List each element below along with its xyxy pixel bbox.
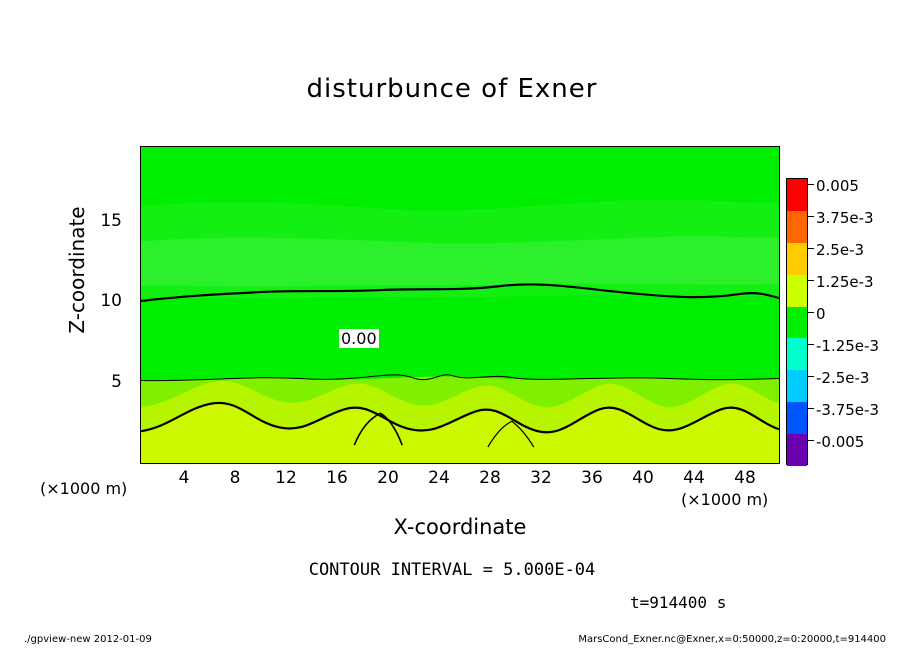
colorbar-tick-1 [808, 216, 814, 217]
x-tick-44: 44 [683, 468, 705, 488]
contour-interval-note: CONTOUR INTERVAL = 5.000E-04 [308, 560, 596, 580]
time-stamp: t=914400 s [630, 593, 727, 612]
colorbar-cell-8 [787, 434, 807, 466]
footer-right-text: MarsCond_Exner.nc@Exner,x=0:50000,z=0:20000,t=914400 [578, 634, 886, 645]
colorbar-label-5: -1.25e-3 [816, 337, 879, 355]
colorbar-tick-4 [808, 312, 814, 313]
contour-label-zero: 0.00 [341, 329, 377, 348]
colorbar-cell-5 [787, 338, 807, 370]
x-tick-12: 12 [275, 468, 297, 488]
colorbar-cell-3 [787, 275, 807, 307]
colorbar-tick-8 [808, 440, 814, 441]
x-tick-24: 24 [428, 468, 450, 488]
colorbar-tick-5 [808, 344, 814, 345]
x-axis-title: X-coordinate [393, 515, 527, 539]
x-tick-28: 28 [479, 468, 501, 488]
colorbar-tick-6 [808, 376, 814, 377]
colorbar-tick-7 [808, 408, 814, 409]
x-axis-units-left: (×1000 m) [40, 479, 128, 498]
x-tick-48: 48 [734, 468, 756, 488]
plot-area [140, 146, 780, 464]
colorbar-tick-2 [808, 248, 814, 249]
page-title: disturbunce of Exner [306, 74, 598, 104]
colorbar-label-6: -2.5e-3 [816, 369, 870, 387]
x-tick-16: 16 [326, 468, 348, 488]
colorbar-cell-6 [787, 370, 807, 402]
y-tick-10: 10 [100, 291, 122, 311]
colorbar-label-2: 2.5e-3 [816, 241, 865, 259]
footer-left-text: ./gpview-new 2012-01-09 [24, 634, 152, 645]
colorbar-label-7: -3.75e-3 [816, 401, 879, 419]
colorbar-label-4: 0 [816, 305, 826, 323]
contour-plot [141, 147, 779, 463]
colorbar-label-3: 1.25e-3 [816, 273, 874, 291]
colorbar-label-1: 3.75e-3 [816, 209, 874, 227]
colorbar-cell-1 [787, 211, 807, 243]
x-tick-4: 4 [178, 468, 190, 488]
x-axis-units-right: (×1000 m) [681, 490, 769, 509]
colorbar-tick-0 [808, 184, 814, 185]
colorbar-cell-7 [787, 402, 807, 434]
colorbar-tick-3 [808, 280, 814, 281]
x-tick-36: 36 [581, 468, 603, 488]
x-tick-32: 32 [530, 468, 552, 488]
x-tick-40: 40 [632, 468, 654, 488]
y-tick-15: 15 [100, 211, 122, 231]
colorbar [786, 178, 808, 465]
y-axis-title: Z-coordinate [65, 206, 89, 334]
x-tick-8: 8 [229, 468, 241, 488]
y-tick-5: 5 [111, 372, 122, 392]
colorbar-label-8: -0.005 [816, 433, 865, 451]
colorbar-label-0: 0.005 [816, 177, 859, 195]
colorbar-cell-0 [787, 179, 807, 211]
colorbar-cell-4 [787, 307, 807, 339]
x-tick-20: 20 [377, 468, 399, 488]
colorbar-cell-2 [787, 243, 807, 275]
